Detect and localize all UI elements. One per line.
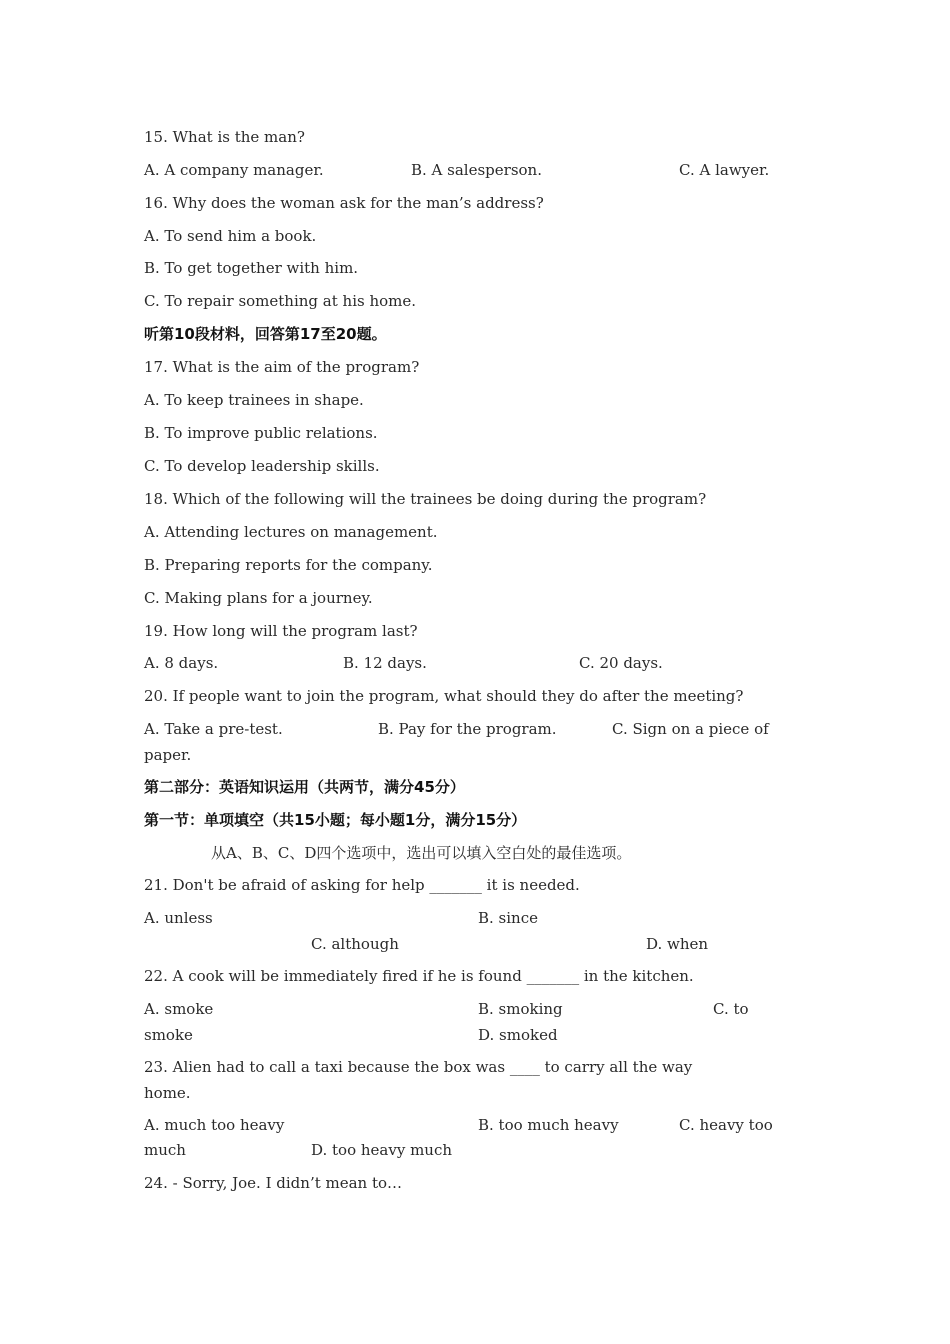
- q22-option-b: B. smoking: [478, 1000, 563, 1018]
- q17-option-a: A. To keep trainees in shape.: [144, 391, 364, 409]
- q15-option-b: B. A salesperson.: [411, 161, 542, 179]
- q20-option-b: B. Pay for the program.: [378, 720, 557, 738]
- q23-option-a: A. much too heavy: [144, 1116, 285, 1134]
- q20-option-c: C. Sign on a piece of: [612, 720, 769, 738]
- q17-stem: 17. What is the aim of the program?: [144, 358, 420, 376]
- q19-option-a: A. 8 days.: [144, 654, 219, 672]
- q21-stem: 21. Don't be afraid of asking for help _______ it is needed.: [144, 876, 580, 894]
- q22-option-c-continued: smoke: [144, 1026, 193, 1044]
- q20-option-a: A. Take a pre-test.: [144, 720, 283, 738]
- q23-stem-continued: home.: [144, 1084, 191, 1102]
- q22-stem: 22. A cook will be immediately fired if he is found _______ in the kitchen.: [144, 967, 694, 985]
- section-heading-10: 听第10段材料，回答第17至20题。: [144, 325, 387, 343]
- q16-option-b: B. To get together with him.: [144, 259, 359, 277]
- q16-option-c: C. To repair something at his home.: [144, 292, 417, 310]
- q21-option-a: A. unless: [144, 909, 213, 927]
- q20-stem: 20. If people want to join the program, what should they do after the meeting?: [144, 687, 744, 705]
- q15-option-a: A. A company manager.: [144, 161, 324, 179]
- q16-stem: 16. Why does the woman ask for the man’s address?: [144, 194, 544, 212]
- q23-option-c: C. heavy too: [679, 1116, 773, 1134]
- q24-stem: 24. - Sorry, Joe. I didn’t mean to…: [144, 1174, 403, 1192]
- q22-option-d: D. smoked: [478, 1026, 558, 1044]
- q16-option-a: A. To send him a book.: [144, 227, 317, 245]
- q18-option-a: A. Attending lectures on management.: [144, 523, 438, 541]
- section1-heading: 第一节：单项填空（共15小题；每小题1分，满分15分）: [144, 811, 527, 829]
- q17-option-c: C. To develop leadership skills.: [144, 457, 380, 475]
- q18-option-c: C. Making plans for a journey.: [144, 589, 373, 607]
- q22-option-a: A. smoke: [144, 1000, 214, 1018]
- q21-option-c: C. although: [311, 935, 399, 953]
- q21-option-d: D. when: [646, 935, 709, 953]
- q20-option-c-continued: paper.: [144, 746, 192, 764]
- q23-option-c-continued: much: [144, 1141, 186, 1159]
- q22-option-c: C. to: [713, 1000, 749, 1018]
- q17-option-b: B. To improve public relations.: [144, 424, 378, 442]
- q23-option-d: D. too heavy much: [311, 1141, 453, 1159]
- q15-option-c: C. A lawyer.: [679, 161, 770, 179]
- instruction-text: 从A、B、C、D四个选项中，选出可以填入空白处的最佳选项。: [211, 844, 632, 862]
- q19-option-b: B. 12 days.: [343, 654, 427, 672]
- q23-stem: 23. Alien had to call a taxi because the box was ____ to carry all the way: [144, 1058, 693, 1076]
- q21-option-b: B. since: [478, 909, 538, 927]
- q23-option-b: B. too much heavy: [478, 1116, 619, 1134]
- q19-stem: 19. How long will the program last?: [144, 622, 418, 640]
- part2-heading: 第二部分：英语知识运用（共两节，满分45分）: [144, 778, 465, 796]
- q19-option-c: C. 20 days.: [579, 654, 663, 672]
- q18-stem: 18. Which of the following will the trainees be doing during the program?: [144, 490, 707, 508]
- q15-stem: 15. What is the man?: [144, 128, 305, 146]
- q18-option-b: B. Preparing reports for the company.: [144, 556, 433, 574]
